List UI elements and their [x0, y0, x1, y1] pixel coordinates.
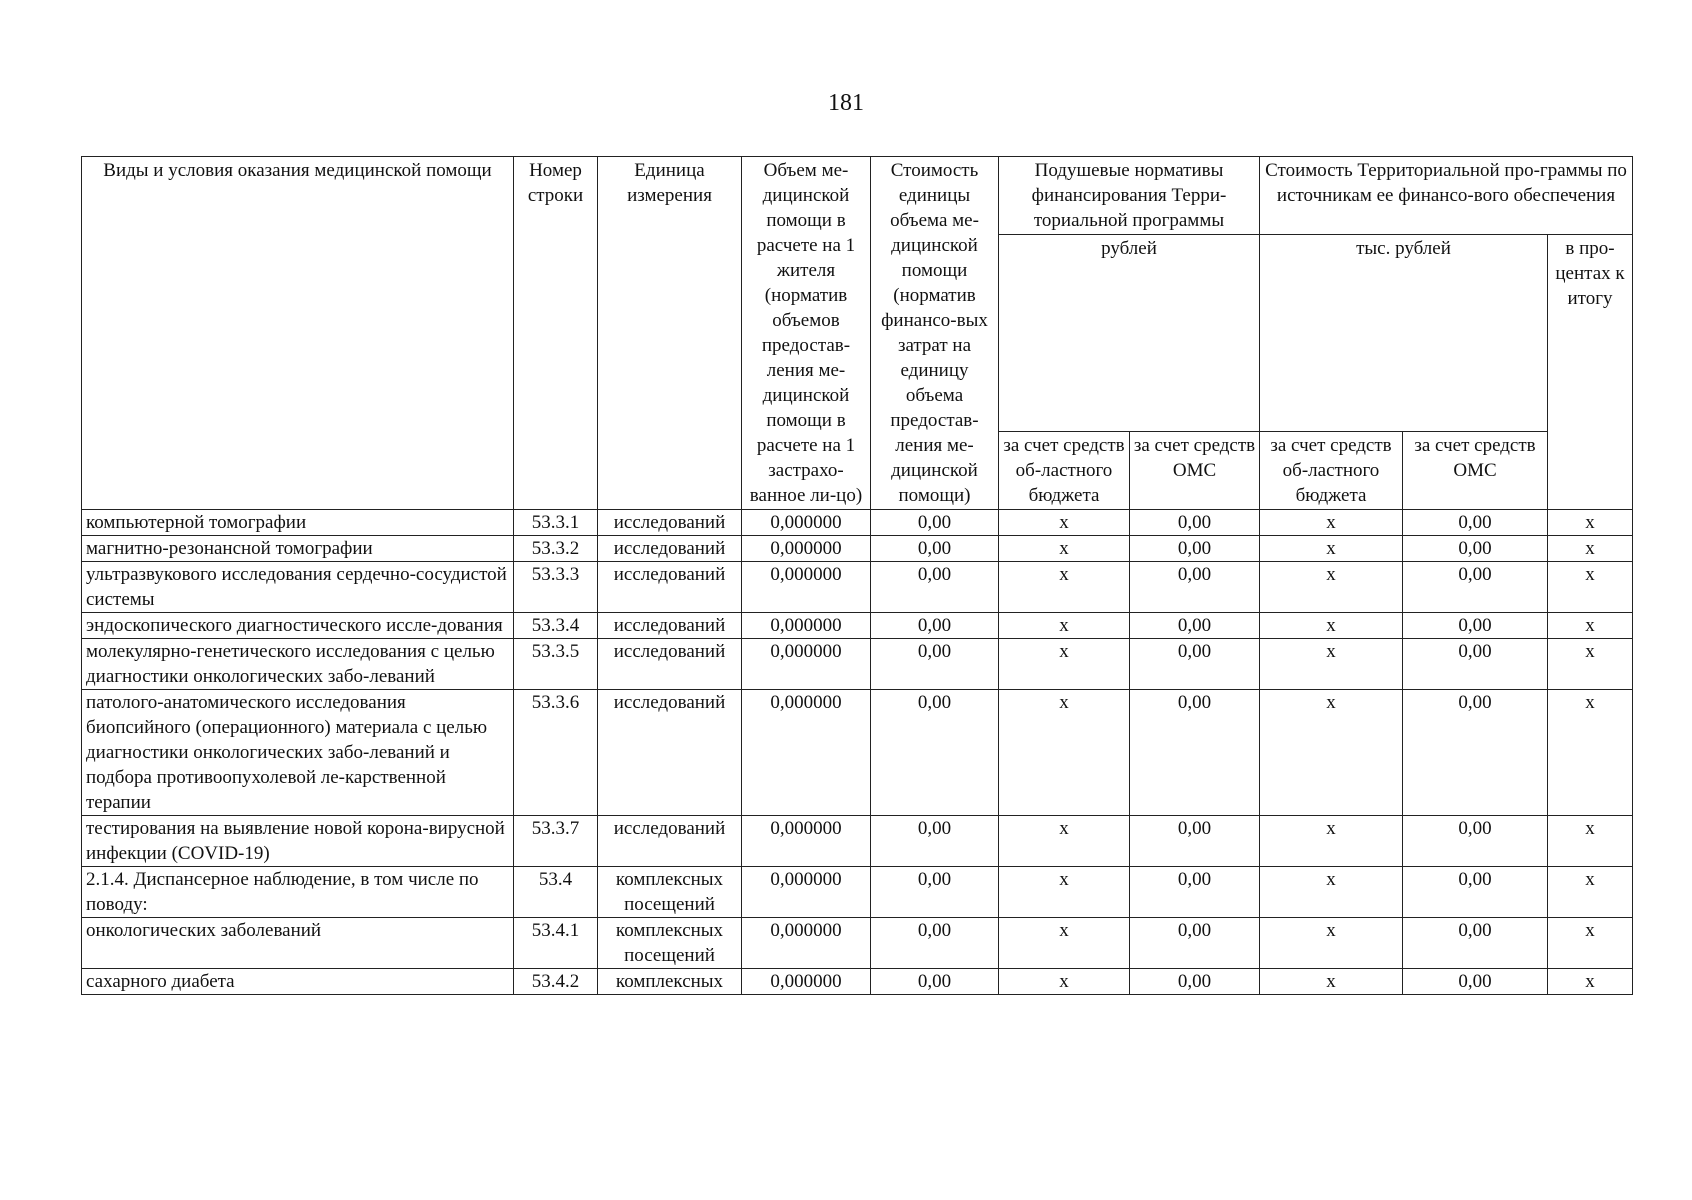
cell-per-capita-regional: х — [999, 562, 1130, 613]
cell-volume: 0,000000 — [742, 690, 871, 816]
cell-volume: 0,000000 — [742, 969, 871, 995]
cell-row-number: 53.3.7 — [514, 816, 598, 867]
cell-total-regional: х — [1260, 613, 1403, 639]
cell-volume: 0,000000 — [742, 613, 871, 639]
cell-name: 2.1.4. Диспансерное наблюдение, в том числе по поводу: — [82, 867, 514, 918]
cell-cost: 0,00 — [871, 562, 999, 613]
table-row — [82, 639, 1633, 690]
cell-total-oms: 0,00 — [1403, 613, 1548, 639]
cell-unit: исследований — [598, 510, 742, 536]
cell-volume: 0,000000 — [742, 536, 871, 562]
cell-total-regional: х — [1260, 562, 1403, 613]
cell-total-regional: х — [1260, 816, 1403, 867]
cell-name: сахарного диабета — [82, 969, 514, 995]
cell-cost: 0,00 — [871, 613, 999, 639]
header-unit: Единица измерения — [598, 157, 742, 510]
cell-percent: х — [1548, 613, 1633, 639]
cell-per-capita-regional: х — [999, 918, 1130, 969]
table-row — [82, 918, 1633, 969]
cell-unit: исследований — [598, 816, 742, 867]
table-row — [82, 867, 1633, 918]
header-per-capita: Подушевые нормативы финансирования Терри-ториальной программы — [999, 157, 1260, 235]
cell-total-oms: 0,00 — [1403, 690, 1548, 816]
cell-total-regional: х — [1260, 918, 1403, 969]
cell-total-regional: х — [1260, 510, 1403, 536]
cell-total-oms: 0,00 — [1403, 562, 1548, 613]
cell-name: компьютерной томографии — [82, 510, 514, 536]
financing-table — [81, 156, 1633, 995]
cell-percent: х — [1548, 867, 1633, 918]
cell-total-regional: х — [1260, 969, 1403, 995]
cell-total-regional: х — [1260, 536, 1403, 562]
page-number: 181 — [828, 90, 864, 116]
cell-per-capita-regional: х — [999, 690, 1130, 816]
cell-row-number: 53.3.2 — [514, 536, 598, 562]
cell-unit: исследований — [598, 536, 742, 562]
cell-row-number: 53.3.4 — [514, 613, 598, 639]
cell-cost: 0,00 — [871, 510, 999, 536]
cell-cost: 0,00 — [871, 690, 999, 816]
table-body — [82, 510, 1633, 995]
cell-total-oms: 0,00 — [1403, 867, 1548, 918]
table-row — [82, 613, 1633, 639]
cell-per-capita-regional: х — [999, 613, 1130, 639]
cell-per-capita-oms: 0,00 — [1130, 510, 1260, 536]
cell-total-regional: х — [1260, 867, 1403, 918]
cell-unit: комплексных посещений — [598, 918, 742, 969]
cell-percent: х — [1548, 816, 1633, 867]
cell-unit: исследований — [598, 639, 742, 690]
header-percent: в про-центах к итогу — [1548, 235, 1633, 510]
cell-cost: 0,00 — [871, 918, 999, 969]
cell-total-oms: 0,00 — [1403, 536, 1548, 562]
cell-volume: 0,000000 — [742, 918, 871, 969]
cell-per-capita-oms: 0,00 — [1130, 639, 1260, 690]
cell-name: онкологических заболеваний — [82, 918, 514, 969]
cell-per-capita-oms: 0,00 — [1130, 536, 1260, 562]
cell-total-oms: 0,00 — [1403, 969, 1548, 995]
table-row — [82, 690, 1633, 816]
cell-name: ультразвукового исследования сердечно-сосудистой системы — [82, 562, 514, 613]
header-volume: Объем ме-дицинской помощи в расчете на 1 жителя (норматив объемов предостав-ления ме-дицинской помощи в расчете на 1 застрахо-ванное ли-цо) — [742, 157, 871, 510]
cell-per-capita-oms: 0,00 — [1130, 969, 1260, 995]
table-row — [82, 510, 1633, 536]
table-row — [82, 969, 1633, 995]
cell-per-capita-oms: 0,00 — [1130, 816, 1260, 867]
cell-per-capita-oms: 0,00 — [1130, 867, 1260, 918]
header-per-capita-regional: за счет средств об-ластного бюджета — [999, 432, 1130, 510]
header-total-oms: за счет средств ОМС — [1403, 432, 1548, 510]
cell-volume: 0,000000 — [742, 562, 871, 613]
cell-per-capita-regional: х — [999, 867, 1130, 918]
cell-percent: х — [1548, 639, 1633, 690]
cell-percent: х — [1548, 510, 1633, 536]
cell-unit: исследований — [598, 690, 742, 816]
table-row — [82, 816, 1633, 867]
cell-total-regional: х — [1260, 690, 1403, 816]
cell-name: патолого-анатомического исследования биопсийного (операционного) материала с целью диагностики онкологических забо-леваний и подбора противоопухолевой ле-карственной терапии — [82, 690, 514, 816]
cell-row-number: 53.3.1 — [514, 510, 598, 536]
cell-per-capita-oms: 0,00 — [1130, 918, 1260, 969]
cell-total-oms: 0,00 — [1403, 918, 1548, 969]
cell-volume: 0,000000 — [742, 816, 871, 867]
cell-per-capita-regional: х — [999, 816, 1130, 867]
cell-total-oms: 0,00 — [1403, 816, 1548, 867]
cell-row-number: 53.4 — [514, 867, 598, 918]
cell-percent: х — [1548, 918, 1633, 969]
cell-volume: 0,000000 — [742, 867, 871, 918]
header-total-regional: за счет средств об-ластного бюджета — [1260, 432, 1403, 510]
cell-per-capita-oms: 0,00 — [1130, 690, 1260, 816]
cell-total-oms: 0,00 — [1403, 639, 1548, 690]
cell-name: молекулярно-генетического исследования с целью диагностики онкологических забо-леваний — [82, 639, 514, 690]
cell-cost: 0,00 — [871, 639, 999, 690]
cell-percent: х — [1548, 690, 1633, 816]
cell-name: эндоскопического диагностического иссле-дования — [82, 613, 514, 639]
cell-per-capita-regional: х — [999, 969, 1130, 995]
table-row — [82, 562, 1633, 613]
cell-percent: х — [1548, 562, 1633, 613]
cell-per-capita-regional: х — [999, 510, 1130, 536]
cell-row-number: 53.3.6 — [514, 690, 598, 816]
cell-per-capita-oms: 0,00 — [1130, 613, 1260, 639]
cell-total-oms: 0,00 — [1403, 510, 1548, 536]
cell-unit: комплексных посещений — [598, 867, 742, 918]
header-per-capita-oms: за счет средств ОМС — [1130, 432, 1260, 510]
cell-total-regional: х — [1260, 639, 1403, 690]
cell-cost: 0,00 — [871, 969, 999, 995]
cell-per-capita-regional: х — [999, 639, 1130, 690]
cell-volume: 0,000000 — [742, 639, 871, 690]
cell-volume: 0,000000 — [742, 510, 871, 536]
cell-row-number: 53.4.1 — [514, 918, 598, 969]
cell-row-number: 53.4.2 — [514, 969, 598, 995]
cell-cost: 0,00 — [871, 816, 999, 867]
cell-percent: х — [1548, 969, 1633, 995]
cell-name: тестирования на выявление новой корона-вирусной инфекции (COVID-19) — [82, 816, 514, 867]
header-row-number: Номер строки — [514, 157, 598, 510]
header-kinds-conditions: Виды и условия оказания медицинской помощи — [82, 157, 514, 510]
cell-unit: комплексных — [598, 969, 742, 995]
cell-unit: исследований — [598, 562, 742, 613]
cell-per-capita-oms: 0,00 — [1130, 562, 1260, 613]
header-unit-cost: Стоимость единицы объема ме-дицинской помощи (норматив финансо-вых затрат на единицу объема предостав-ления ме-дицинской помощи) — [871, 157, 999, 510]
cell-row-number: 53.3.5 — [514, 639, 598, 690]
cell-per-capita-regional: х — [999, 536, 1130, 562]
cell-unit: исследований — [598, 613, 742, 639]
table-row — [82, 536, 1633, 562]
header-total-cost-unit: тыс. рублей — [1260, 235, 1548, 432]
cell-cost: 0,00 — [871, 536, 999, 562]
header-total-cost: Стоимость Территориальной про-граммы по источникам ее финансо-вого обеспечения — [1260, 157, 1633, 235]
cell-row-number: 53.3.3 — [514, 562, 598, 613]
cell-cost: 0,00 — [871, 867, 999, 918]
header-per-capita-unit: рублей — [999, 235, 1260, 432]
cell-percent: х — [1548, 536, 1633, 562]
cell-name: магнитно-резонансной томографии — [82, 536, 514, 562]
